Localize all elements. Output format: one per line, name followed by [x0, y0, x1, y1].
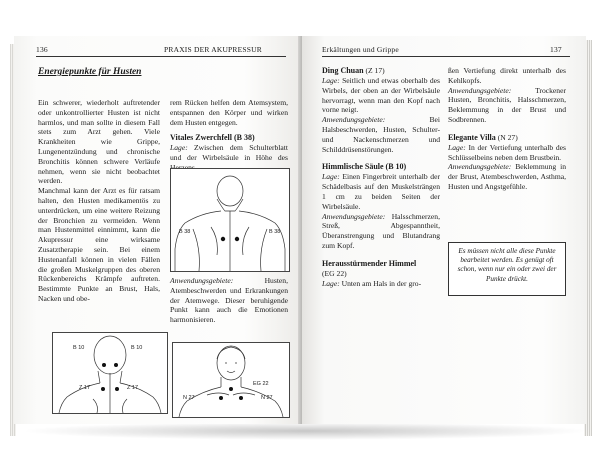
right-page: [302, 36, 586, 424]
left-page-number: 136: [36, 45, 48, 54]
figure-back-b38: [170, 168, 290, 272]
anw-text-b38: Husten, Atembeschwerden und Erkrankungen der Atemwege. Dieser beruhigende Punkt kann auch die Emotionen harmonisieren.: [170, 276, 288, 325]
fig2-label-z17-right: Z 17: [127, 385, 139, 391]
right-column-2: [448, 66, 566, 192]
intro-continuation: rem Rücken helfen dem Atemsystem, entspannen den Körper und wirken dem Husten entgegen.: [170, 98, 288, 127]
fig2-label-b10-right: B 10: [131, 345, 143, 351]
fig3-label-eg22: EG 22: [253, 381, 269, 387]
anw-label-n27: Anwendungsgebiete:: [448, 162, 512, 172]
anw-label-z17: Anwendungsgebiete:: [322, 115, 386, 125]
left-header-rule: [36, 56, 286, 57]
fig1-label-left: B 38: [179, 229, 191, 235]
fig2-label-z17-left: Z 17: [79, 385, 91, 391]
front-chest-illustration: [173, 343, 289, 417]
lage-text-z17: Seitlich und etwas oberhalb des Wirbels, der oben an der Wirbelsäule hervorragt, wenn man den Kopf nach vorne neigt.: [322, 76, 440, 115]
anw-text-b10: Halsschmerzen, Streß, Abgespanntheit, Überanstrengung und Blutandrang zum Kopf.: [322, 211, 440, 250]
eg22-continuation: ßen Vertiefung direkt unterhalb des Kehlkopfs.: [448, 66, 566, 85]
anw-label-b10: Anwendungsgebiete:: [322, 211, 386, 221]
fig2-label-b10-left: B 10: [73, 345, 85, 351]
point-code-eg22: (EG 22): [322, 268, 347, 278]
lage-label-b38: Lage:: [170, 143, 188, 153]
point-title-z17: Ding Chuan: [322, 66, 364, 75]
left-page: [14, 36, 302, 424]
back-b38-illustration: [171, 169, 289, 271]
left-running-head: PRAXIS DER AKUPRESSUR: [164, 45, 262, 54]
intro-paragraph-2: Manchmal kann der Arzt es für ratsam halten, den Husten medikamentös zu unterdrücken, um eine weitere Reizung der Bronchien zu vermeiden. Wenn man Hustenmittel einnimmt, kann die Akupressur eine wirksame Zusatztherapie sein. Bei einem Hustenanfall können in vielen Fällen die großen Muskelgruppen des oberen Rückenbereichs Krämpfe auftreten. Bestimmte Punkte an Brust, Hals, Nacken und obe-: [38, 186, 160, 303]
right-page-number: 137: [550, 45, 562, 54]
lage-text-b10: Einen Fingerbreit unterhalb der Schädelbasis auf den Muskelsträngen 1 cm zu beiden Seiten der Wirbelsäule.: [322, 172, 440, 211]
right-column-1: [322, 66, 440, 288]
point-title-b38: Vitales Zwerchfell (B 38): [170, 133, 255, 143]
anw-text-n27: Beklemmung in der Brust, Atembeschwerden, Asthma, Husten und Angstgefühle.: [448, 162, 566, 191]
point-title-b10: Himmlische Säule (B 10): [322, 162, 407, 172]
point-title-eg22: Herausstürmender Himmel: [322, 258, 417, 268]
lage-label-z17: Lage:: [322, 76, 340, 85]
anw-text-eg22: Trockener Husten, Bronchitis, Halsschmerzen, Beklemmung in der Brust und Sodbrennen.: [448, 85, 566, 124]
point-title-n27: Elegante Villa: [448, 132, 496, 142]
fig1-label-right: B 38: [269, 229, 281, 235]
lage-label-eg22: Lage:: [322, 278, 340, 288]
lage-text-eg22: Unten am Hals in der gro-: [341, 278, 422, 288]
anw-label-b38: Anwendungsgebiete:: [170, 276, 234, 285]
left-column-2: [170, 98, 288, 173]
lage-text-n27: In der Vertiefung unterhalb des Schlüsselbeins neben dem Brustbein.: [448, 142, 567, 162]
left-column-1: [38, 98, 160, 304]
figure-front-n27-eg22: [172, 342, 290, 418]
point-code-z17: (Z 17): [365, 66, 385, 75]
anw-label-eg22: Anwendungsgebiete:: [448, 85, 512, 95]
note-box: Es müssen nicht alle diese Punkte bearbeitet werden. Es genügt oft schon, wenn nur ein oder zwei der Punkte drückt.: [448, 242, 566, 296]
lage-label-n27: Lage:: [448, 142, 466, 152]
right-header-rule: [322, 56, 570, 57]
fig3-label-n27-left: N 27: [183, 395, 195, 401]
point-code-n27: (N 27): [497, 132, 518, 142]
b38-applications: [170, 276, 288, 325]
lage-text-b38: Zwischen dem Schulterblatt und der Wirbelsäule in Höhe des: [170, 143, 288, 163]
neck-back-illustration: [53, 333, 167, 413]
anw-text-z17: Bei Halsbeschwerden, Husten, Schulter- und Nackenschmerzen und Schilddrüsenstörungen.: [322, 115, 440, 154]
book-shadow: [20, 422, 590, 440]
figure-neck-b10-z17: [52, 332, 168, 414]
intro-paragraph-1: Ein schwerer, wiederholt auftretender oder unkontrollierter Husten ist nicht harmlos, und man sollte in diesem Fall stets zum Arzt gehen. Viele Krankheiten wie Grippe, Lungenentzündung und chronische Bronchitis können schwere Verläufe nehmen, wenn sie nicht beobachtet werden.: [38, 98, 160, 186]
fig3-label-n27-right: N 27: [261, 395, 273, 401]
right-running-head: Erkältungen und Grippe: [322, 45, 399, 54]
lage-label-b10: Lage:: [322, 172, 340, 182]
section-title: Energiepunkte für Husten: [38, 67, 142, 77]
